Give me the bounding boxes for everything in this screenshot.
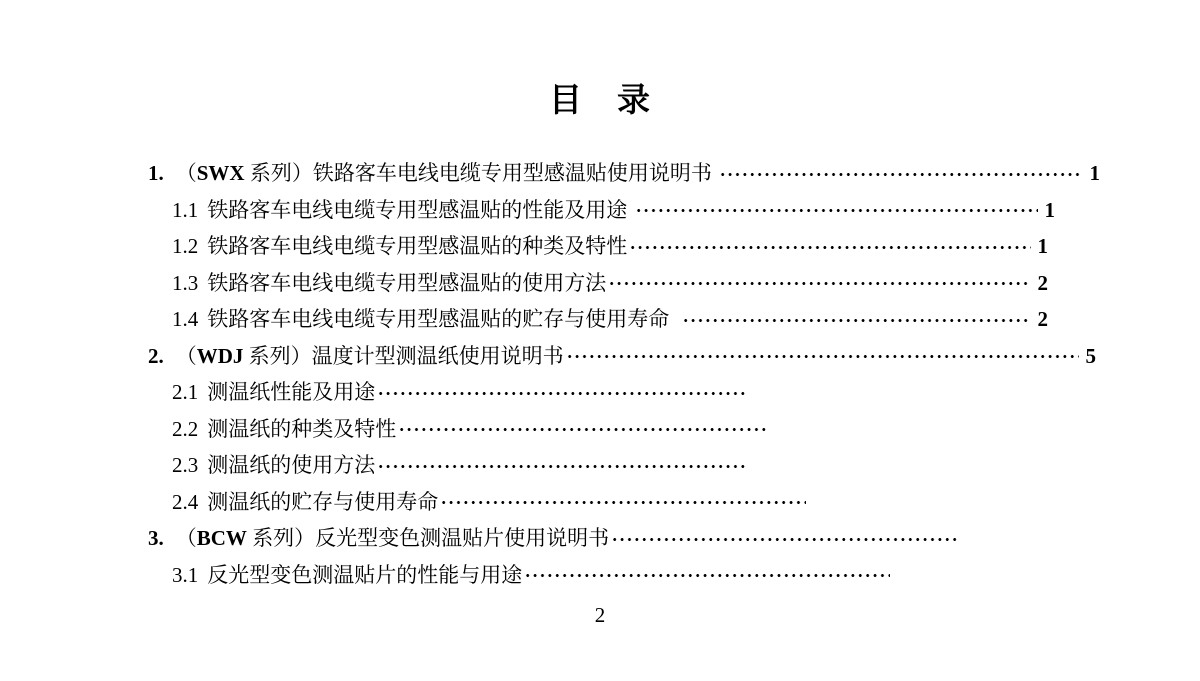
toc-entry[interactable] xyxy=(148,338,1096,375)
toc-entry-page: 2 xyxy=(1037,270,1048,295)
dot-leader xyxy=(682,317,1031,324)
toc-entry-number: 1.2 xyxy=(172,234,199,258)
dot-leader xyxy=(719,171,1082,178)
toc-entry-number: 2.4 xyxy=(172,489,199,514)
toc-entry-number: 1.4 xyxy=(172,307,199,331)
toc-entry-number: 2. xyxy=(148,343,164,368)
dot-leader xyxy=(377,390,746,397)
toc-entry-title: 测温纸的贮存与使用寿命 xyxy=(207,489,439,514)
toc-entry-number: 2.1 xyxy=(172,380,199,404)
toc-entry-title: 铁路客车电线电缆专用型感温贴的贮存与使用寿命 xyxy=(207,307,680,331)
toc-entry-title: 测温纸的使用方法 xyxy=(207,453,376,477)
page-title: 目 录 xyxy=(549,83,651,119)
toc-entry-page: 1 xyxy=(1044,197,1055,222)
toc-entry[interactable] xyxy=(148,411,768,448)
footer-page-number: 2 xyxy=(594,603,606,627)
toc-entry-page: 2 xyxy=(1037,307,1048,331)
toc-entry-title: 测温纸性能及用途 xyxy=(207,380,376,404)
toc-entry-page: 1 xyxy=(1089,161,1100,185)
toc-entry-number: 2.3 xyxy=(172,453,199,477)
toc-entry-title: 铁路客车电线电缆专用型感温贴的种类及特性 xyxy=(207,234,628,258)
toc-entry-title: 铁路客车电线电缆专用型感温贴的性能及用途 xyxy=(207,197,633,222)
toc-entry-title: 反光型变色测温贴片的性能与用途 xyxy=(207,562,523,587)
dot-leader xyxy=(635,207,1038,214)
toc-entry[interactable] xyxy=(148,374,748,411)
dot-leader xyxy=(524,572,890,579)
toc-entry-number: 3.1 xyxy=(172,562,199,587)
dot-leader xyxy=(377,463,746,470)
toc-entry-title: （BCW 系列）反光型变色测温贴片使用说明书 xyxy=(175,526,610,550)
toc-entry-number: 1.1 xyxy=(172,197,199,222)
toc-entry-page: 5 xyxy=(1085,343,1096,368)
toc-entry-title: （WDJ 系列）温度计型测温纸使用说明书 xyxy=(175,343,564,368)
toc-entry[interactable] xyxy=(148,265,1048,302)
toc-entry[interactable] xyxy=(148,301,1048,338)
dot-leader xyxy=(440,499,806,506)
dot-leader xyxy=(608,280,1030,287)
toc-entry[interactable] xyxy=(148,557,892,594)
toc-entry[interactable] xyxy=(148,228,1048,265)
toc-entry-number: 1. xyxy=(148,161,164,185)
dot-leader xyxy=(611,536,960,543)
toc-entry[interactable] xyxy=(148,155,1100,192)
toc-entry-title: 测温纸的种类及特性 xyxy=(207,416,397,441)
toc-list xyxy=(148,155,1100,593)
toc-entry[interactable] xyxy=(148,484,808,521)
dot-leader xyxy=(566,353,1079,360)
toc-entry-number: 1.3 xyxy=(172,270,199,295)
toc-entry-page: 1 xyxy=(1037,234,1048,258)
dot-leader xyxy=(629,244,1030,251)
dot-leader xyxy=(398,426,766,433)
toc-entry[interactable] xyxy=(148,520,962,557)
toc-entry-number: 3. xyxy=(148,526,164,550)
toc-entry-title: （SWX 系列）铁路客车电线电缆专用型感温贴使用说明书 xyxy=(175,161,718,185)
toc-entry[interactable] xyxy=(148,447,748,484)
toc-entry[interactable] xyxy=(148,192,1055,229)
toc-entry-number: 2.2 xyxy=(172,416,199,441)
toc-entry-title: 铁路客车电线电缆专用型感温贴的使用方法 xyxy=(207,270,607,295)
